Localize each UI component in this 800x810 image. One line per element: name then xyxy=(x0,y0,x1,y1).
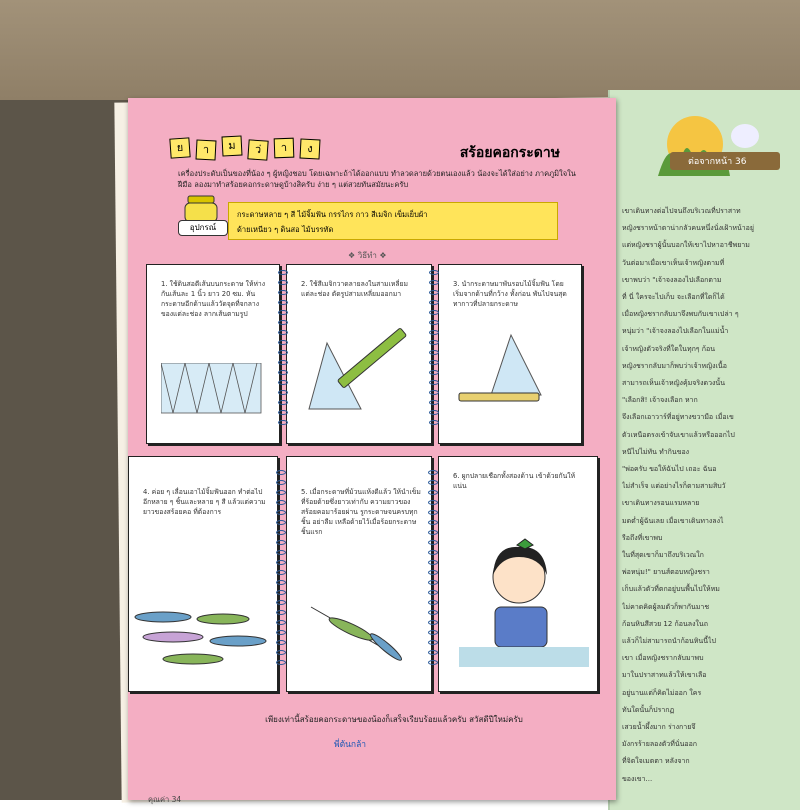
story-line: เสวยน้ำผึ้งมาก ร่างกายจึ xyxy=(622,723,696,731)
story-line: อยู่นานแต่ก็คิดไม่ออก ใคร xyxy=(622,688,702,697)
story-line: เขา เมื่อหญิงชรากลับมาพบ xyxy=(622,654,704,663)
story-line: มาในปราสาทแล้วให้เขาเลือ xyxy=(622,671,707,680)
story-line: ในที่สุดเขาก็มาถึงบริเวณใก xyxy=(622,551,704,559)
story-line: รือถึงที่เขาพบ xyxy=(622,533,663,542)
title-tile: ม xyxy=(221,135,242,156)
threading-needle-illustration xyxy=(301,587,421,677)
story-line: เขาเดินทางต่อไปจนถึงบริเวณที่ปราสาท xyxy=(622,207,741,215)
story-line: ทันใดนั้นก็ปรากฏ xyxy=(622,705,675,714)
step-text: 4. ค่อย ๆ เลื่อนเอาไม้จิ้มฟันออก ทำต่อไปอีกหลาย ๆ ชิ้นและหลาย ๆ สี แล้วแต่ความยาวของสร้อยคอ ที่ต้องการ xyxy=(143,488,266,516)
story-line: พ่อหนุ่ม!" ยานส์ตอบหญิงชรา xyxy=(622,568,710,577)
materials-line: ด้ายเหนียว ๆ ดินสอ ไม้บรรทัด xyxy=(237,225,334,234)
spiral-binding xyxy=(276,470,286,670)
story-line: เมื่อหญิงชรากลับมาจึงพบกับเขาเปล่า ๆ xyxy=(622,310,739,319)
step-panel-5 xyxy=(286,456,432,692)
craft-page xyxy=(128,98,616,804)
story-line: จึงเลือกเอาวาร์ที่อยู่ทางขวามือ เมื่อเข xyxy=(622,413,734,422)
story-line: "พ่อครับ ขอให้ฉันไป เถอะ ฉันอ xyxy=(622,465,717,473)
girl-wearing-necklace-illustration xyxy=(459,527,589,677)
spiral-binding xyxy=(429,270,439,430)
story-line: ของเขา... xyxy=(622,774,653,783)
step-panel-2 xyxy=(286,264,432,444)
story-line: เขาเดินทางรอนแรมหลาย xyxy=(622,499,700,508)
story-line: "เลือกสิ! เจ้าจงเลือก หาก xyxy=(622,396,698,405)
step-panel-6 xyxy=(438,456,598,692)
story-line: หญิงชรากลับมาก็พบว่าเจ้าหญิงเนื้อ xyxy=(622,361,727,370)
spiral-binding xyxy=(428,470,438,670)
step-text: 3. นำกระดาษมาพันรอบไม้จิ้มฟัน โดยเริ่มจากด้านที่กว้าง ทั้งก่อน พันไปจนสุด ทากาวที่ปลายกระดาษ xyxy=(453,280,567,308)
step-panel-1 xyxy=(146,264,280,444)
closing-text: เพียงเท่านี้สร้อยคอกระดาษของน้องก็เสร็จเรียบร้อยแล้วครับ สวัสดีปีใหม่ครับ xyxy=(265,715,523,724)
story-line: หนุ่มว่า "เจ้าจงลองไปเลือกในแม่น้ำ xyxy=(622,327,729,336)
step-text: 6. ผูกปลายเชือกทั้งสองด้าน เข้าด้วยกันให้แน่น xyxy=(453,472,576,490)
story-line: หนีไปไม่ทัน ทำกินของ xyxy=(622,447,690,456)
story-line: เขาพบว่า "เจ้าจงลองไปเลือกตาม xyxy=(622,275,722,284)
continued-badge: ต่อจากหน้า 36 xyxy=(688,157,747,167)
triangle-and-marker-illustration xyxy=(297,313,423,429)
story-line: แล้วก็ไม่สามารถนำก้อนหินนี้ไป xyxy=(622,637,716,645)
story-line: แต่หญิงชราผู้นั้นบอกให้เขาไปหาอาชีพยาม xyxy=(622,241,750,250)
story-line: เก็บแล้วตัวที่ตกอยู่บนพื้นไปให้หม xyxy=(622,585,720,594)
title-tile: า xyxy=(195,139,216,160)
step-text: 1. ใช้ดินสอตีเส้นบนกระดาษ ให้ห่างกันเส้นละ 1 นิ้ว ยาว 20 ซม. หันกระดาษอีกด้านแล้ววัดจุดที่จกลาง ของแต่ละช่อง ลากเส้นตามรูป xyxy=(161,280,266,318)
rolling-paper-illustration xyxy=(451,325,571,425)
story-line: เจ้าหญิงตัวจริงที่ใดในทุกๆ ก้อน xyxy=(622,344,716,353)
story-line: สามารถเห็นเจ้าหญิงคุ้มจริงดวงนั้น xyxy=(622,379,726,387)
story-line: ที่จิตใจเมตตา หลังจาก xyxy=(622,757,690,766)
materials-line: กระดาษหลาย ๆ สี ไม้จิ้มฟัน กรรไกร กาว สีเมจิก เข็มเย็บผ้า xyxy=(237,210,428,219)
method-heading: ❖ วิธีทำ ❖ xyxy=(348,251,387,260)
title-tile: ย xyxy=(169,137,190,158)
step-panel-3 xyxy=(438,264,582,444)
title-tile: ว่ xyxy=(247,139,268,160)
title-tile: ง xyxy=(299,138,320,159)
spiral-binding xyxy=(278,270,288,430)
title-tile: า xyxy=(274,138,295,159)
author-signature: พี่ต้นกล้า xyxy=(334,740,367,750)
materials-label: อุปกรณ์ xyxy=(178,220,228,236)
story-line: ไม่คาดคิดผู้ลมตัวก็พากันมาช xyxy=(622,602,710,611)
materials-list xyxy=(228,202,558,240)
story-line: ไม่สำเร็จ แต่อย่างไรก็ตามสามสิบวั xyxy=(622,482,726,491)
step-text: 2. ใช้สีเมจิกวาดลายลงในสามเหลี่ยม แต่ละช่อง ตัดรูปสามเหลี่ยมออกมา xyxy=(301,280,408,298)
intro-paragraph: เครื่องประดับเป็นของที่น้อง ๆ ผู้หญิงชอบ โดยเฉพาะถ้าได้ออกแบบ ทำลวดลายด้วยตนเองแล้ว น้องจะได้ใส่อย่าง ภาคภูมิใจในฝีมือ ลองมาทำสร้อยคอกระดาษดูบ้างสิครับ ง่าย ๆ แต่สวยทันสมัยนะครับ xyxy=(178,169,576,189)
striped-paper-illustration xyxy=(161,363,271,423)
story-line: หญิงชราหน้าตาน่ากลัวคนหนึ่งนั่งเฝ้าหน้าอยู่ xyxy=(622,224,754,233)
story-line: ก้อนหินสีสวย 12 ก้อนลงในถ xyxy=(622,619,708,628)
story-line: ตัวเหนือตรงเข้าจับเขาแล้วหรือออกไป xyxy=(622,430,735,439)
section-title: สร้อยคอกระดาษ xyxy=(459,145,560,161)
paper-beads-illustration xyxy=(133,607,273,677)
page-number: คุณค่า 34 xyxy=(148,795,182,804)
step-text: 5. เมื่อกระดาษที่ม้วนแห้งดีแล้ว ให้นำเข็มที่ร้อยด้ายซึ่งยาวเท่ากับ ความยาวของสร้อยคอมาร้อยผ่าน รูกระดาษจนครบทุกชิ้น อย่าลืม เหลือด้ายไว้เมื่อร้อยกระดาษชิ้นแรก xyxy=(301,488,421,536)
story-line: มดต่ำผู้ฉันเลย เมื่อเขาเดินทางลงไ xyxy=(622,516,724,525)
step-panel-4 xyxy=(128,456,278,692)
story-line: ที่ นี่ ใครจะไปเก็บ จะเลือกที่ใดก็ได้ xyxy=(622,293,725,301)
story-header-illustration xyxy=(650,106,800,186)
story-line: วันต่อมาเมื่อเขาเห็นเจ้าหญิงตามที่ xyxy=(622,258,725,267)
story-line: มังกรร้ายลองตัวที่นั่นออก xyxy=(622,740,698,749)
